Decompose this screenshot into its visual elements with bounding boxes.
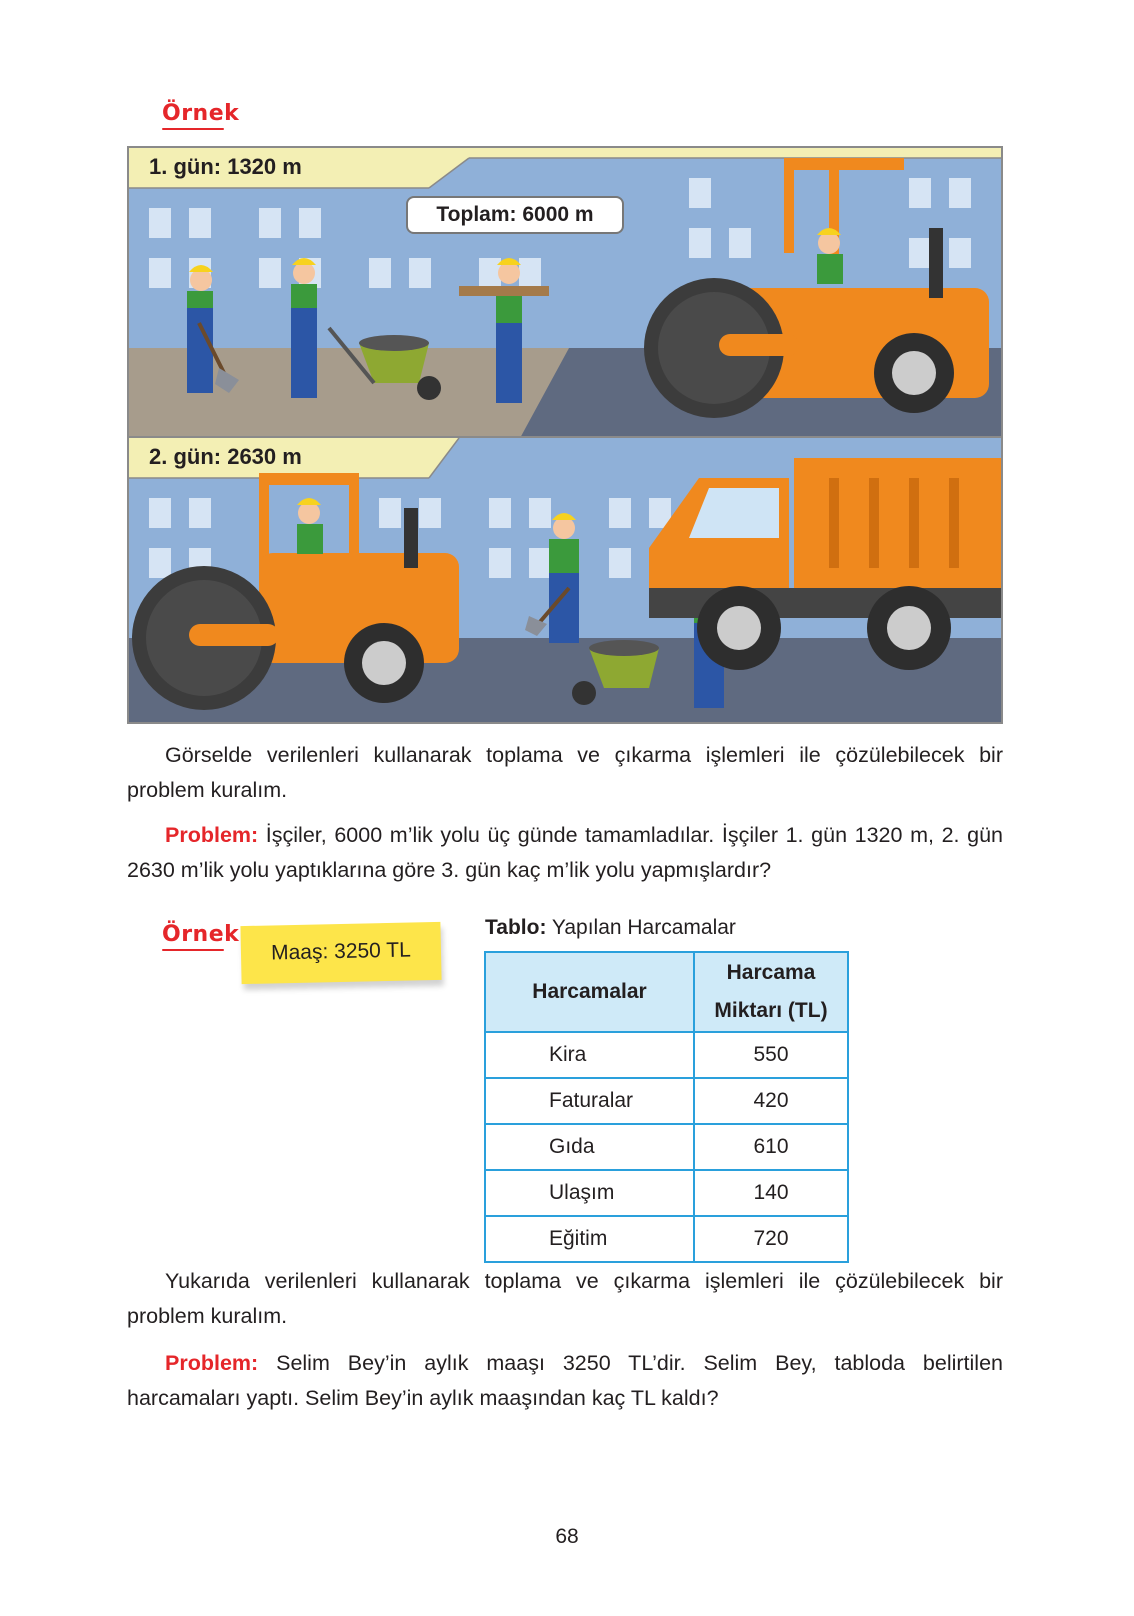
day1-label: 1. gün: 1320 m (149, 154, 302, 179)
table-header-row (485, 952, 848, 1032)
table-row (485, 1078, 848, 1124)
row-item: Kira (485, 1032, 694, 1078)
problem-2-text: Selim Bey’in aylık maaşı 3250 TL’dir. Selim Bey, tabloda belirtilen harcamaları yaptı. Selim Bey’in aylık maaşından kaç TL kaldı? (127, 1351, 1003, 1410)
row-item: Eğitim (485, 1216, 694, 1262)
row-amount: 550 (694, 1032, 848, 1078)
day2-illustration (127, 436, 1003, 724)
problem-1-label: Problem: (165, 823, 259, 847)
day1-illustration (127, 146, 1003, 438)
row-item: Gıda (485, 1124, 694, 1170)
construction-scene-1 (129, 148, 1003, 438)
paragraph-1: Görselde verilenleri kullanarak toplama ve çıkarma işlemleri ile çözülebilecek bir problem kuralım. (127, 743, 1003, 802)
table-row (485, 1032, 848, 1078)
problem-2-label: Problem: (165, 1351, 259, 1375)
row-amount: 610 (694, 1124, 848, 1170)
example-label-2-text: Örnek (162, 922, 240, 947)
table-caption-rest: Yapılan Harcamalar (546, 916, 736, 939)
row-item: Faturalar (485, 1078, 694, 1124)
paragraph-2: Yukarıda verilenleri kullanarak toplama ve çıkarma işlemleri ile çözülebilecek bir problem kuralım. (127, 1269, 1003, 1328)
table-caption-bold: Tablo: (485, 916, 547, 939)
total-label: Toplam: 6000 m (406, 196, 624, 234)
table-caption (485, 916, 736, 940)
row-amount: 720 (694, 1216, 848, 1262)
expenses-table (484, 951, 849, 1263)
table-row (485, 1170, 848, 1216)
problem-1 (127, 818, 1003, 888)
example-label-text: Örnek (162, 101, 240, 126)
example-label-2 (162, 922, 239, 947)
salary-sticky-note: Maaş: 3250 TL (240, 922, 441, 984)
header-amount-line2: Miktarı (TL) (714, 999, 828, 1022)
page-number: 68 (555, 1525, 579, 1548)
problem-2 (127, 1346, 1003, 1416)
row-item: Ulaşım (485, 1170, 694, 1216)
table-row (485, 1124, 848, 1170)
day2-label: 2. gün: 2630 m (149, 444, 302, 469)
row-amount: 420 (694, 1078, 848, 1124)
construction-scene-2 (129, 438, 1003, 724)
header-amount (694, 952, 848, 1032)
header-expenses: Harcamalar (485, 952, 694, 1032)
header-amount-line1: Harcama (726, 961, 816, 984)
table-row (485, 1216, 848, 1262)
example-label (162, 101, 239, 126)
row-amount: 140 (694, 1170, 848, 1216)
problem-1-text: İşçiler, 6000 m’lik yolu üç günde tamamladılar. İşçiler 1. gün 1320 m, 2. gün 2630 m’lik yolu yaptıklarına göre 3. gün kaç m’lik yolu yapmışlardır? (127, 823, 1003, 882)
